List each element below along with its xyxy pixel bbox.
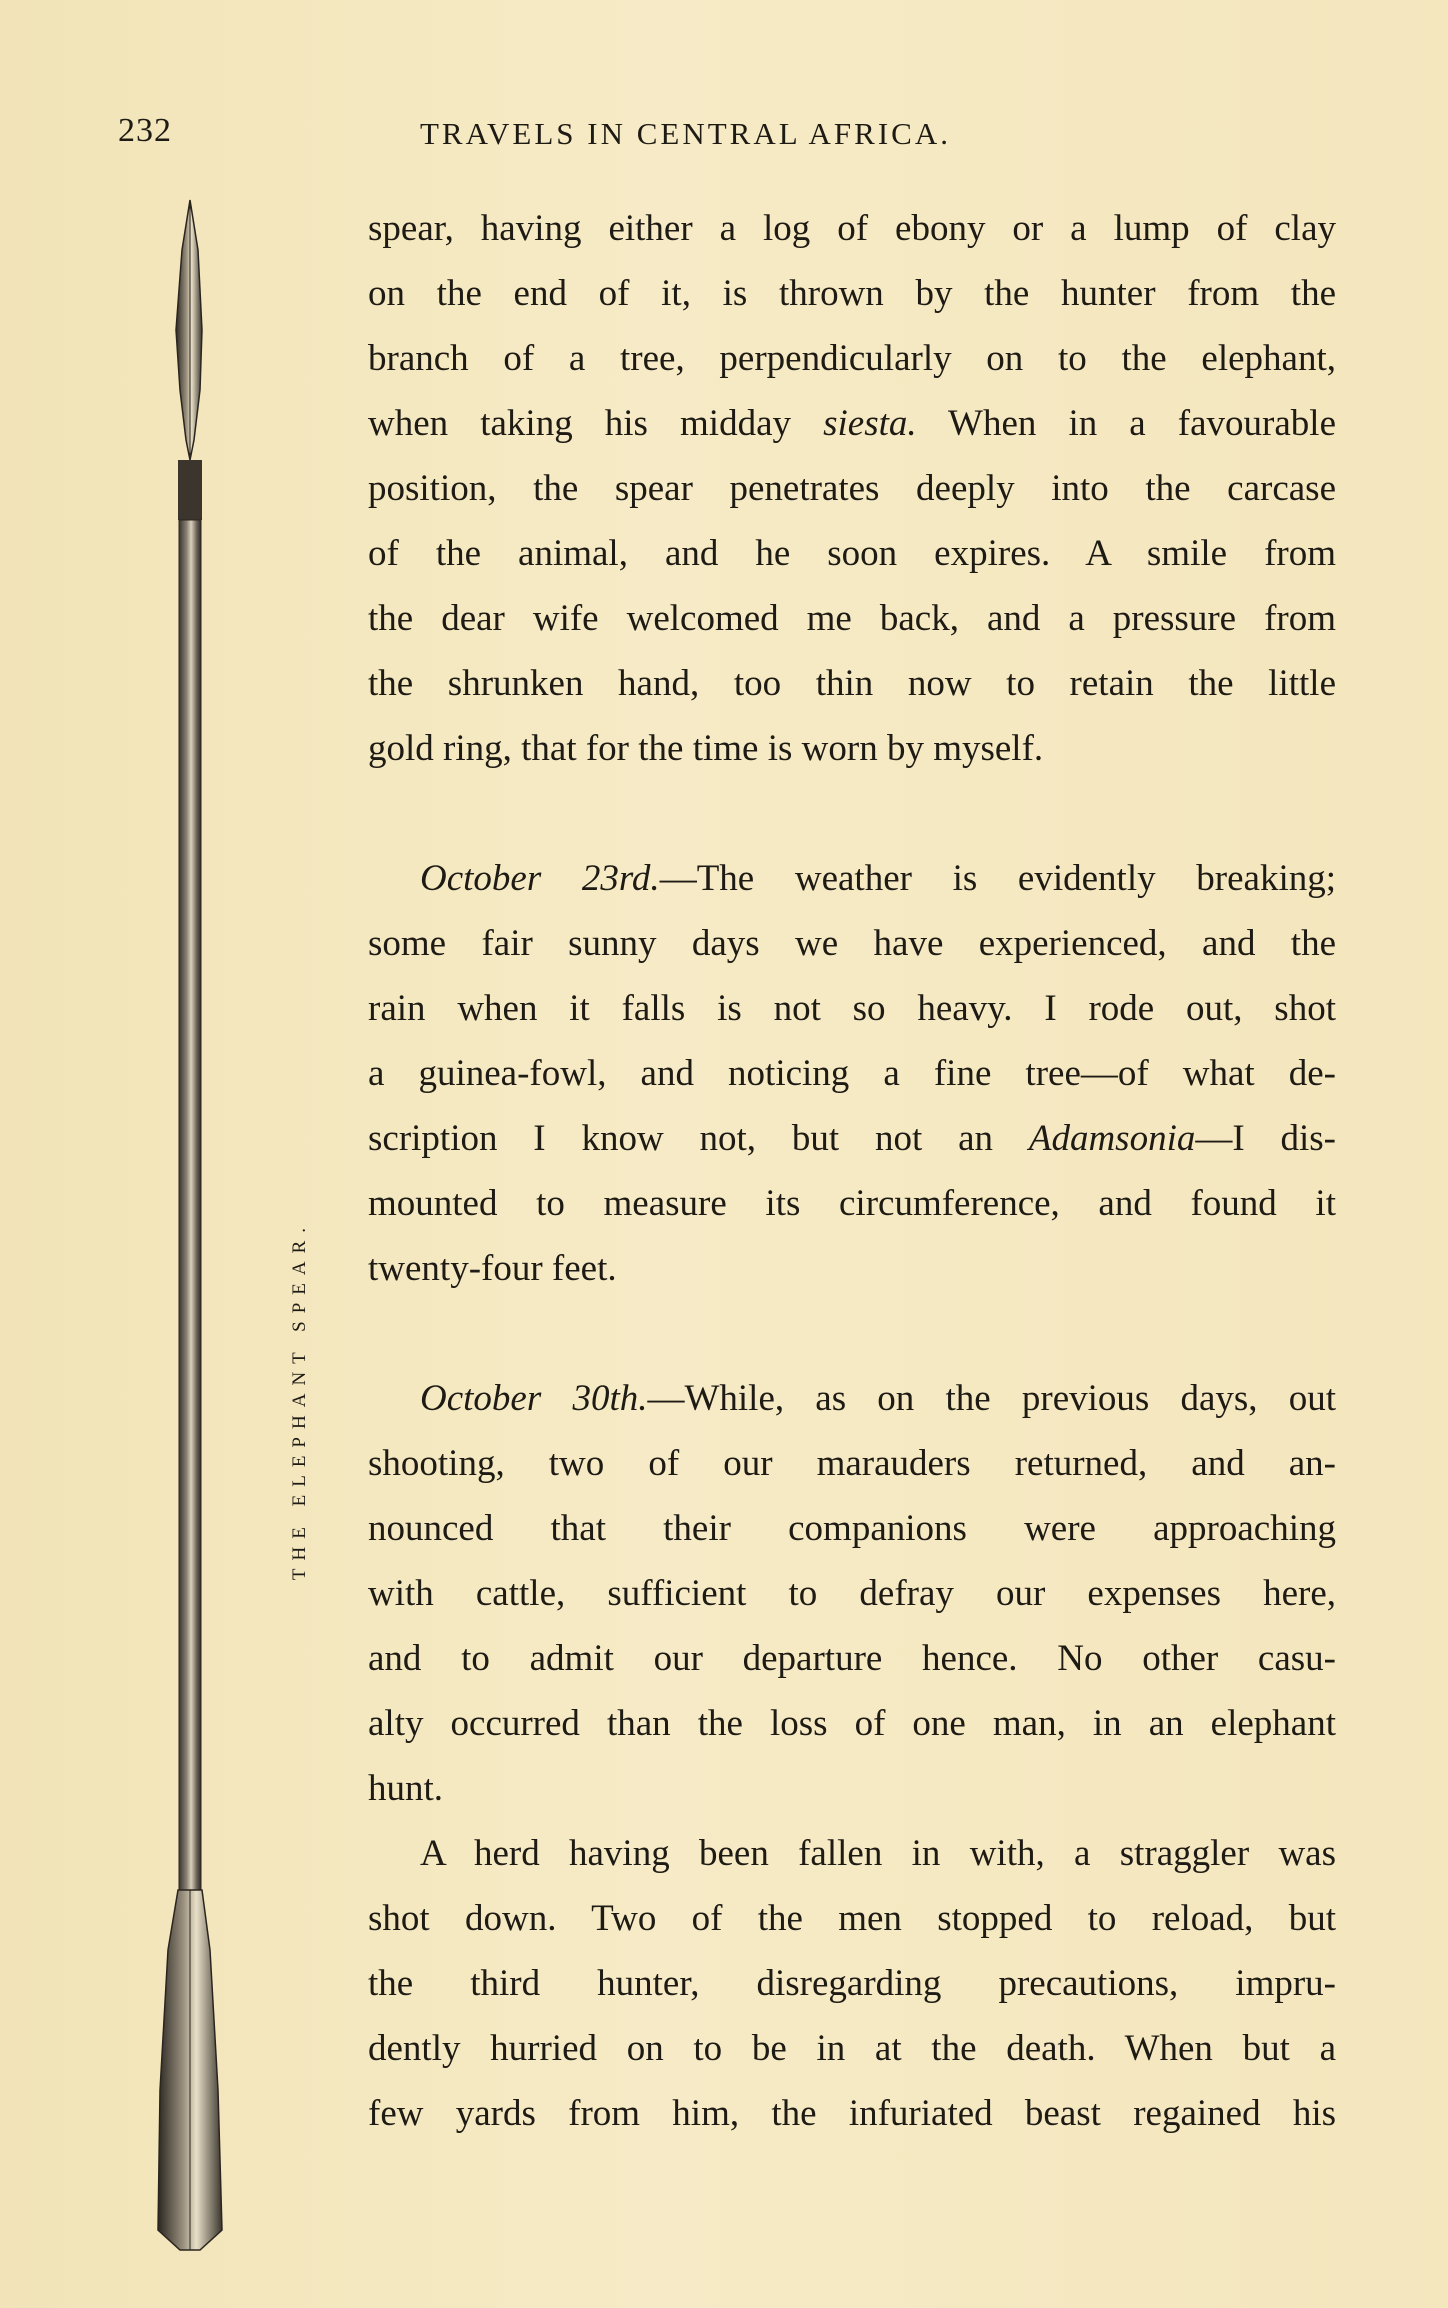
text-line: twenty-four feet. [368, 1248, 617, 1289]
text-line: the dear wife welcomed me back, and a pressure from [368, 598, 1336, 639]
text-line: and to admit our departure hence. No other casu- [368, 1638, 1336, 1679]
date-day: 30th. [572, 1378, 648, 1419]
illustration-caption: THE ELEPHANT SPEAR. [289, 1219, 310, 1581]
text-segment: scription I know not, but not an [368, 1118, 1029, 1159]
text-line: shooting, two of our marauders returned, and an- [368, 1443, 1336, 1484]
body-text [368, 196, 1336, 2146]
text-line: branch of a tree, perpendicularly on to the elephant, [368, 338, 1336, 379]
text-line: of the animal, and he soon expires. A smile from [368, 533, 1336, 574]
text-line: with cattle, sufficient to defray our expenses here, [368, 1573, 1336, 1614]
text-line: spear, having either a log of ebony or a lump of clay [368, 208, 1336, 249]
text-line: on the end of it, is thrown by the hunter from the [368, 273, 1336, 314]
text-line: the third hunter, disregarding precautions, impru- [368, 1963, 1336, 2004]
paragraph-2 [368, 846, 1336, 1301]
italic-term: siesta. [823, 403, 917, 444]
text-line: alty occurred than the loss of one man, in an elephant [368, 1703, 1336, 1744]
text-line: A herd having been fallen in with, a straggler was [420, 1833, 1336, 1874]
text-line: few yards from him, the infuriated beast regained his [368, 2093, 1336, 2134]
text-line: nounced that their companions were approaching [368, 1508, 1336, 1549]
italic-term: Adamsonia [1028, 1118, 1196, 1159]
text-line: position, the spear penetrates deeply into the carcase [368, 468, 1336, 509]
text-segment: —The weather is evidently breaking; [659, 858, 1337, 899]
text-segment: —While, as on the previous days, out [647, 1378, 1337, 1419]
date-month: October [420, 1378, 542, 1419]
text-line [368, 846, 1336, 911]
text-line: rain when it falls is not so heavy. I rode out, shot [368, 988, 1336, 1029]
text-line: mounted to measure its circumference, and found it [368, 1183, 1336, 1224]
text-segment: —I dis- [1195, 1118, 1336, 1159]
paragraph-4 [368, 1821, 1336, 2146]
running-head: TRAVELS IN CENTRAL AFRICA. [420, 116, 951, 151]
text-line: the shrunken hand, too thin now to retain the little [368, 663, 1336, 704]
text-line: hunt. [368, 1768, 444, 1809]
text-line: some fair sunny days we have experienced, and the [368, 923, 1336, 964]
date-day: 23rd. [581, 858, 660, 899]
text-line [368, 391, 1336, 456]
text-line: dently hurried on to be in at the death. When but a [368, 2028, 1336, 2069]
text-line: shot down. Two of the men stopped to reload, but [368, 1898, 1336, 1939]
paragraph-1 [368, 196, 1336, 781]
text-line: a guinea-fowl, and noticing a fine tree—of what de- [368, 1053, 1336, 1094]
elephant-spear-illustration [150, 190, 270, 2270]
date-month: October [420, 858, 542, 899]
text-segment: when taking his midday [368, 403, 824, 444]
text-line [368, 1106, 1336, 1171]
page-number: 232 [118, 112, 172, 149]
text-segment: When in a favourable [916, 403, 1336, 444]
text-line: gold ring, that for the time is worn by myself. [368, 728, 1044, 769]
paragraph-3 [368, 1366, 1336, 1821]
text-line [368, 1366, 1336, 1431]
